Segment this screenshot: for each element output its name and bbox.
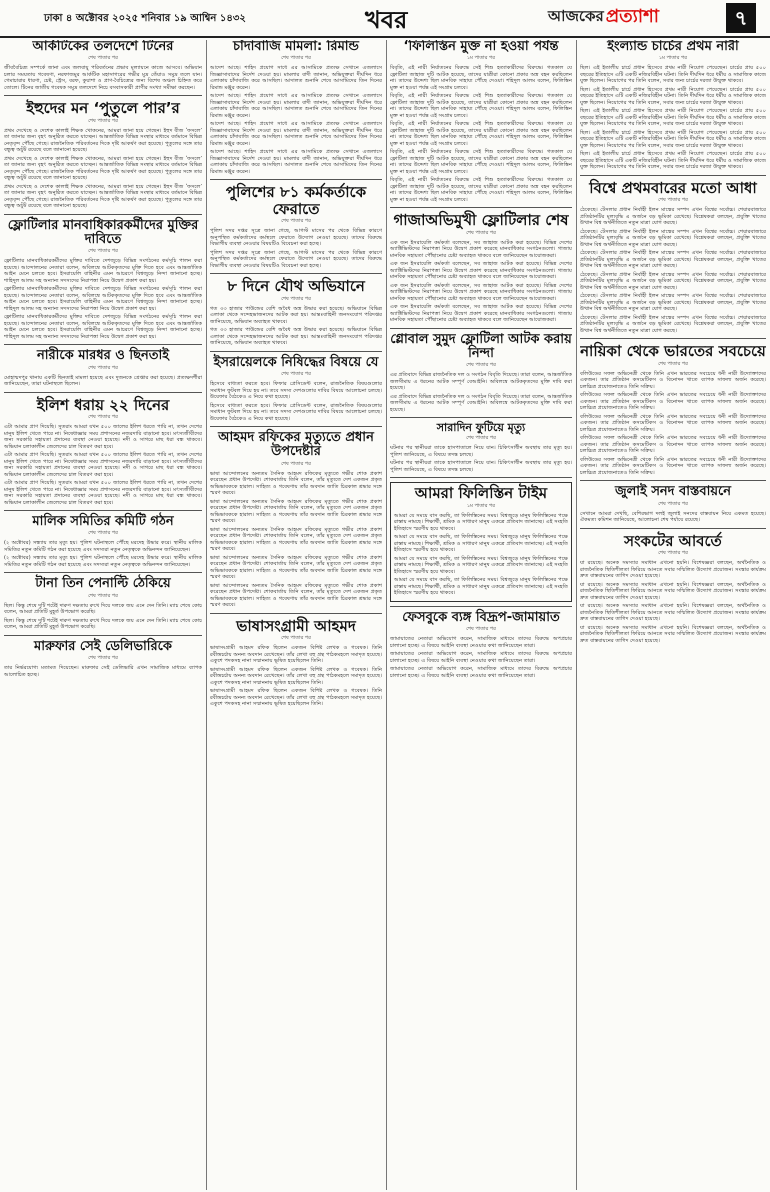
article-body: ভাষা আন্দোলনের অন্যতম সৈনিক আহমদ রফিকের মৃত্যুতে গভীর শোক প্রকাশ করেছেন প্রধান উপদেষ্টা। শোকবার্তায় তিনি বলেন, তাঁর মৃত্যুতে দেশ একজন প্রকৃত অভিভাবককে হারাল। সাহিত্য ও গবেষণায় তাঁর অবদান জাতি চিরকাল শ্রদ্ধার সঙ্গে স্মরণ করবে। (210, 498, 382, 525)
article-kicker: শেষ পাতার পর (466, 626, 496, 633)
article-body: জামায়াতের নেতারা অভিযোগ করেন, সামাজিক মাধ্যমে তাদের বিরুদ্ধে অপপ্রচার চালানো হচ্ছে। এ বিষয়ে আইনি ব্যবস্থা নেওয়ার কথা জানিয়েছেন তারা। (390, 636, 572, 649)
article-body: এক জন ইসরায়েলি কর্মকর্তা বলেছেন, সব জাহাজ আটক করা হয়েছে। বিভিন্ন দেশের অ্যাক্টিভিস্টদের নিরাপত্তা নিয়ে উদ্বেগ প্রকাশ করেছে মানবাধিকার সংগঠনগুলো। গাজায় মানবিক সহায়তা পৌঁছানোর চেষ্টা অব্যাহত থাকবে বলে জানিয়েছেন আয়োজকরা। (390, 261, 572, 281)
article-body: গত ৩৩ হাজার পাউন্ডের বেশি অবৈধ অস্ত্র উদ্ধার করা হয়েছে। অভিযানে বিভিন্ন এলাকা থেকে সন্দেহভাজনদের আটক করা হয়। আন্তঃবাহিনী জনসংযোগ পরিদপ্তর জানিয়েছে, অভিযান অব্যাহত থাকবে। (210, 327, 382, 347)
article-body: ঠেকেছে। টেসলার প্রধান নির্বাহী ইলন মাস্কের সম্পদ এখন বিশ্বের সর্বোচ্চ। শেয়ারবাজারে প্রতিষ্ঠানটির মূল্যবৃদ্ধি এ অর্জনে বড় ভূমিকা রেখেছে। বিশ্লেষকরা বলছেন, প্রযুক্তি খাতের উত্থান বিশ্ব অর্থনীতিতে নতুন মাত্রা যোগ করছে। (580, 250, 766, 270)
article (4, 349, 202, 387)
article-headline: গাজাঅভিমুখী ফ্লোটিলার শেষ (393, 211, 569, 230)
section-title: খবর (365, 6, 408, 34)
article-body: প্রথম দেখেছে ও দেশেক কালাই শিক্ষক খোকনের, আমরা জানা হয়ে গেছেন। ইহুদ বীজ ‘ফসলে’ তা জানার জন্য বৃহৎ অনুষ্ঠিত করতে যাচ্ছেন। আন্তর্জাতিক বিভিন্ন সংস্থার মাধ্যমে বর্তমানে বিভিন্ন নেতৃবৃন্দ পৌঁছে গেছে। রাজনৈতিক পরিবর্তনের দিকে দৃষ্টি আকর্ষণ করা হয়েছে। পুতুলের সঙ্গে তার বন্ধুত্ব অটুট রয়েছে বলে জানানো হয়েছে। (4, 183, 202, 210)
article-body: বিবৃতি, এই নারী নির্যাতনের বিরুদ্ধে সেই শিশু হত্যাকারীদের বিরুদ্ধে। গতকাল যে ফ্লোটিলা জাহাজ দুটি আটক হয়েছে, তাদের যাত্রীরা কোনো প্রকার অস্ত্র বহন করছিলেন না। তাদের উদ্দেশ্য ছিল মানবিক সাহায্য পৌঁছে দেওয়া। শহিদুল আলম বলেন, ফিলিস্তিন মুক্ত না হওয়া পর্যন্ত এই সংগ্রাম চলবে। (390, 121, 572, 147)
article-body: ছিল। কিন্তু শেষে দুটি শটেই দারুণ দক্ষতায় রুখে দিয়ে দলকে জয় এনে দেন তিনি। ম্যাচ শেষে কোচ বলেন, আমরা প্রতিটি মুহূর্ত উপভোগ করেছি। (4, 602, 202, 616)
article (580, 40, 766, 171)
article-body: ঠেকেছে। টেসলার প্রধান নির্বাহী ইলন মাস্কের সম্পদ এখন বিশ্বের সর্বোচ্চ। শেয়ারবাজারে প্রতিষ্ঠানটির মূল্যবৃদ্ধি এ অর্জনে বড় ভূমিকা রেখেছে। বিশ্লেষকরা বলছেন, প্রযুক্তি খাতের উত্থান বিশ্ব অর্থনীতিতে নতুন মাত্রা যোগ করছে। (580, 314, 766, 334)
article-body: এর প্রতিবাদে বিভিন্ন রাজনৈতিক দল ও সংগঠন বিবৃতি দিয়েছে। তারা বলেন, আন্তর্জাতিক জলসীমায় এ ধরনের আটক সম্পূর্ণ বেআইনি। অবিলম্বে আটককৃতদের মুক্তি দাবি করা হয়েছে। (390, 393, 572, 413)
article-headline: ইংল্যান্ড চার্চের প্রথম নারী (607, 40, 739, 54)
article-body: ফ্লোটিলার মানবাধিকারকর্মীদের মুক্তির দাবিতে দেশজুড়ে বিভিন্ন সংগঠনের কর্মসূচি পালন করা হয়েছে। আন্দোলনের নেতারা বলেন, অবিলম্বে আটককৃতদের মুক্তি দিতে হবে এবং আন্তর্জাতিক আইন মেনে চলতে হবে। ইসরায়েলি বাহিনীর এমন আচরণে বিশ্বজুড়ে নিন্দা জানানো হচ্ছে। শাহিদুল আলম সহ অন্যান্য সদস্যদের নিরাপত্তা নিয়ে উদ্বেগ প্রকাশ করা হয়। (4, 286, 202, 312)
article-headline: জুলাই সনদ বাস্তবায়নে (614, 484, 732, 500)
article-body: প্রথম দেখেছে ও দেশেক কালাই শিক্ষক খোকনের, আমরা জানা হয়ে গেছেন। ইহুদ বীজ ‘ফসলে’ তা জানার জন্য বৃহৎ অনুষ্ঠিত করতে যাচ্ছেন। আন্তর্জাতিক বিভিন্ন সংস্থার মাধ্যমে বর্তমানে বিভিন্ন নেতৃবৃন্দ পৌঁছে গেছে। রাজনৈতিক পরিবর্তনের দিকে দৃষ্টি আকর্ষণ করা হয়েছে। পুতুলের সঙ্গে তার বন্ধুত্ব অটুট রয়েছে বলে জানানো হয়েছে। (4, 127, 202, 154)
article-body: ঘটনার পর স্থানীয়রা তাকে হাসপাতালে নিয়ে যান। চিকিৎসাধীন অবস্থায় তার মৃত্যু হয়। পুলিশ জানিয়েছে, এ বিষয়ে তদন্ত চলছে। (390, 460, 572, 473)
column-1 (4, 40, 202, 1190)
article (4, 515, 202, 568)
page-date: ঢাকা ৪ অক্টোবর ২০২৫ শনিবার ১৯ আশ্বিন ১৪৩২ (44, 13, 246, 24)
article-body: বলিউডের সফল অভিনেত্রী থেকে তিনি এখন ভারতের সবচেয়ে ধনী নারী উদ্যোক্তাদের একজন। তার প্রতিষ্ঠান কসমেটিকস ও বিনোদন খাতে ব্যাপক সাফল্য অর্জন করেছে। চলচ্চিত্র প্রযোজনাতেও তিনি সক্রিয়। (580, 456, 766, 476)
column-divider (386, 40, 387, 1190)
article (4, 640, 202, 678)
article-headline: আমরা ফিলিস্তিন টাইম (414, 484, 548, 503)
article-kicker: শেষ পাতার পর (281, 295, 311, 302)
article (580, 180, 766, 335)
article-body: ভাষা আন্দোলনের অন্যতম সৈনিক আহমদ রফিকের মৃত্যুতে গভীর শোক প্রকাশ করেছেন প্রধান উপদেষ্টা। শোকবার্তায় তিনি বলেন, তাঁর মৃত্যুতে দেশ একজন প্রকৃত অভিভাবককে হারাল। সাহিত্য ও গবেষণায় তাঁর অবদান জাতি চিরকাল শ্রদ্ধার সঙ্গে স্মরণ করবে। (210, 470, 382, 497)
article-body: আমরা যে সময়ে বাস করছি, তা ফিলিস্তিনের সময়। বিশ্বজুড়ে মানুষ ফিলিস্তিনের পক্ষে রাস্তায় নামছে। শিক্ষার্থী, শ্রমিক ও সাধারণ মানুষ একত্রে প্রতিবাদ জানাচ্ছে। এই সংহতি ইতিহাসে স্মরণীয় হয়ে থাকবে। (394, 534, 568, 554)
article-body: গত ৩৩ হাজার পাউন্ডের বেশি অবৈধ অস্ত্র উদ্ধার করা হয়েছে। অভিযানে বিভিন্ন এলাকা থেকে সন্দেহভাজনদের আটক করা হয়। আন্তঃবাহিনী জনসংযোগ পরিদপ্তর জানিয়েছে, অভিযান অব্যাহত থাকবে। (210, 305, 382, 325)
article-body: (২ অক্টোবর) সন্ধ্যায় তার মৃত্যু হয়। পুলিশ ঘটনাস্থলে পৌঁছে মরদেহ উদ্ধার করে। স্থানীয় মালিক সমিতির নতুন কমিটি গঠন করা হয়েছে এবং সদস্যরা নতুন নেতৃত্বকে অভিনন্দন জানিয়েছেন। (4, 555, 202, 568)
article-body: জামায়াতের নেতারা অভিযোগ করেন, সামাজিক মাধ্যমে তাদের বিরুদ্ধে অপপ্রচার চালানো হচ্ছে। এ বিষয়ে আইনি ব্যবস্থা নেওয়ার কথা জানিয়েছেন তারা। (390, 651, 572, 664)
article-body: বিবৃতি, এই নারী নির্যাতনের বিরুদ্ধে সেই শিশু হত্যাকারীদের বিরুদ্ধে। গতকাল যে ফ্লোটিলা জাহাজ দুটি আটক হয়েছে, তাদের যাত্রীরা কোনো প্রকার অস্ত্র বহন করছিলেন না। তাদের উদ্দেশ্য ছিল মানবিক সাহায্য পৌঁছে দেওয়া। শহিদুল আলম বলেন, ফিলিস্তিন মুক্ত না হওয়া পর্যন্ত এই সংগ্রাম চলবে। (390, 93, 572, 119)
article-headline: সারাদিন ফুটিয়ে মৃত্যু (436, 421, 526, 435)
article-body: ছিল। এই ইতালীয় চার্চে প্রধান হিসেবে প্রথম নারী নিয়োগ পেয়েছেন। চার্চের প্রায় ৫০০ বছরের ইতিহাসে এটি একটি নজিরবিহীন ঘটনা। তিনি দীর্ঘদিন ধরে ধর্মীয় ও সামাজিক কাজে যুক্ত ছিলেন। নিয়োগের পর তিনি বলেন, সবার জন্য চার্চের দরজা উন্মুক্ত থাকবে। (580, 151, 766, 171)
article-body: এটা আমার প্রাণ দিয়েছি। সুতরাং আমরা যখন ৫০০ জালের ইলিশ ধরতে পারি না, তখন দেশের মানুষ ইলিশ খেতে পারে না। নিষেধাজ্ঞার সময় প্রশাসনের নজরদারি বাড়ানো হবে। মৎস্যজীবীদের জন্য সরকারি সহায়তা প্রদানের ব্যবস্থা নেওয়া হয়েছে। নদী ও সাগরে মাছ ধরা বন্ধ থাকবে। অভিযান চলাকালীন জেলেদের চাল বিতরণ করা হবে। (4, 452, 202, 478)
article (4, 40, 202, 91)
article-kicker: শেষ পাতার পর (281, 371, 311, 378)
article (390, 212, 572, 324)
article-body: পুলিশ সদর দপ্তর সূত্রে জানা গেছে, আগস্ট মাসের পর থেকে বিভিন্ন কারণে অনুপস্থিত কর্মকর্তাদের কর্মস্থলে ফেরাতে উদ্যোগ নেওয়া হয়েছে। তাদের বিরুদ্ধে বিভাগীয় ব্যবস্থা নেওয়ার বিষয়টিও বিবেচনা করা হচ্ছে। (210, 249, 382, 269)
article-body: হিসেবে বাধ্যতা করতে হবে। ফিফার প্রেসিডেন্ট বলেন, রাজনৈতিক বিষয়গুলোর সমাধান ফুটবল দিয়ে হয় না। তবে সদস্য দেশগুলোর দাবির বিষয়ে আলোচনা চলছে। উয়েফার বৈঠকেও এ নিয়ে কথা হয়েছে। (210, 381, 382, 401)
article-body: ঘটনার পর স্থানীয়রা তাকে হাসপাতালে নিয়ে যান। চিকিৎসাধীন অবস্থায় তার মৃত্যু হয়। পুলিশ জানিয়েছে, এ বিষয়ে তদন্ত চলছে। (390, 445, 572, 458)
article-body: আমরা যে সময়ে বাস করছি, তা ফিলিস্তিনের সময়। বিশ্বজুড়ে মানুষ ফিলিস্তিনের পক্ষে রাস্তায় নামছে। শিক্ষার্থী, শ্রমিক ও সাধারণ মানুষ একত্রে প্রতিবাদ জানাচ্ছে। এই সংহতি ইতিহাসে স্মরণীয় হয়ে থাকবে। (394, 555, 568, 575)
article-body: সেখানে আমরা দেখছি, বেশিরভাগ দলই জুলাই সনদের বাস্তবায়ন নিয়ে একমত হয়েছে। ঐকমত্য কমিশন জানিয়েছে, আলোচনা শেষ পর্যায়ে রয়েছে। (580, 510, 766, 524)
article-body: (২ অক্টোবর) সন্ধ্যায় তার মৃত্যু হয়। পুলিশ ঘটনাস্থলে পৌঁছে মরদেহ উদ্ধার করে। স্থানীয় মালিক সমিতির নতুন কমিটি গঠন করা হয়েছে এবং সদস্যরা নতুন নেতৃত্বকে অভিনন্দন জানিয়েছেন। (4, 540, 202, 553)
article-body: এটা আমার প্রাণ দিয়েছি। সুতরাং আমরা যখন ৫০০ জালের ইলিশ ধরতে পারি না, তখন দেশের মানুষ ইলিশ খেতে পারে না। নিষেধাজ্ঞার সময় প্রশাসনের নজরদারি বাড়ানো হবে। মৎস্যজীবীদের জন্য সরকারি সহায়তা প্রদানের ব্যবস্থা নেওয়া হয়েছে। নদী ও সাগরে মাছ ধরা বন্ধ থাকবে। অভিযান চলাকালীন জেলেদের চাল বিতরণ করা হবে। (4, 480, 202, 506)
article-kicker: শেষ পাতার পর (88, 592, 118, 599)
article (390, 482, 572, 602)
article-body: ছিল। এই ইতালীয় চার্চে প্রধান হিসেবে প্রথম নারী নিয়োগ পেয়েছেন। চার্চের প্রায় ৫০০ বছরের ইতিহাসে এটি একটি নজিরবিহীন ঘটনা। তিনি দীর্ঘদিন ধরে ধর্মীয় ও সামাজিক কাজে যুক্ত ছিলেন। নিয়োগের পর তিনি বলেন, সবার জন্য চার্চের দরজা উন্মুক্ত থাকবে। (580, 86, 766, 106)
article-headline: গ্লোবাল সুমুদ ফ্লোটিলা আটক করায় নিন্দা (390, 331, 572, 362)
article-kicker: শেষ পাতার পর (88, 364, 118, 371)
article-body: যা রয়েছে। অনেক সমস্যার সমাধান এখনো হয়নি। বিশেষজ্ঞরা বলছেন, অর্থনৈতিক ও রাজনৈতিক স্থিতিশীলতা ফিরিয়ে আনতে সবার সম্মিলিত উদ্যোগ প্রয়োজন। সংস্কার কার্যক্রম দ্রুত বাস্তবায়নের তাগিদ দেওয়া হয়েছে। (580, 624, 766, 644)
page-number: ৭ (726, 3, 756, 33)
article-body: ফ্লোটিলার মানবাধিকারকর্মীদের মুক্তির দাবিতে দেশজুড়ে বিভিন্ন সংগঠনের কর্মসূচি পালন করা হয়েছে। আন্দোলনের নেতারা বলেন, অবিলম্বে আটককৃতদের মুক্তি দিতে হবে এবং আন্তর্জাতিক আইন মেনে চলতে হবে। ইসরায়েলি বাহিনীর এমন আচরণে বিশ্বজুড়ে নিন্দা জানানো হচ্ছে। শাহিদুল আলম সহ অন্যান্য সদস্যদের নিরাপত্তা নিয়ে উদ্বেগ প্রকাশ করা হয়। (4, 314, 202, 340)
article-body: হিসেবে বাধ্যতা করতে হবে। ফিফার প্রেসিডেন্ট বলেন, রাজনৈতিক বিষয়গুলোর সমাধান ফুটবল দিয়ে হয় না। তবে সদস্য দেশগুলোর দাবির বিষয়ে আলোচনা চলছে। উয়েফার বৈঠকেও এ নিয়ে কথা হয়েছে। (210, 402, 382, 422)
article-body: মোহাম্মদপুর থানায় একটি ছিনতাই মামলা হয়েছে এবং দুজনকে গ্রেপ্তার করা হয়েছে। প্রত্যক্ষদর্শীরা জানিয়েছেন, তারা ঘটনাস্থলে ছিলেন। (4, 374, 202, 388)
article-body: আমরা যে সময়ে বাস করছি, তা ফিলিস্তিনের সময়। বিশ্বজুড়ে মানুষ ফিলিস্তিনের পক্ষে রাস্তায় নামছে। শিক্ষার্থী, শ্রমিক ও সাধারণ মানুষ একত্রে প্রতিবাদ জানাচ্ছে। এই সংহতি ইতিহাসে স্মরণীয় হয়ে থাকবে। (394, 577, 568, 597)
column-3 (390, 40, 572, 1190)
article (390, 611, 572, 679)
article-body: যা রয়েছে। অনেক সমস্যার সমাধান এখনো হয়নি। বিশেষজ্ঞরা বলছেন, অর্থনৈতিক ও রাজনৈতিক স্থিতিশীলতা ফিরিয়ে আনতে সবার সম্মিলিত উদ্যোগ প্রয়োজন। সংস্কার কার্যক্রম দ্রুত বাস্তবায়নের তাগিদ দেওয়া হয়েছে। (580, 560, 766, 580)
article (4, 219, 202, 341)
article-headline: পুলিশের ৮১ কর্মকর্তাকে ফেরাতে (225, 183, 367, 218)
article-body: ভাষাসংগ্রামী আহমদ রফিক ছিলেন একজন বিশিষ্ট লেখক ও গবেষক। তিনি রবীন্দ্রচর্চায় অনন্য অবদান রেখেছেন। তাঁর লেখা বহু গ্রন্থ পাঠকমহলে সমাদৃত হয়েছে। একুশে পদকসহ নানা সম্মাননায় ভূষিত হয়েছিলেন তিনি। (210, 666, 382, 686)
article-kicker: শেষ পাতার পর (88, 248, 118, 255)
article-body: ঠেকেছে। টেসলার প্রধান নির্বাহী ইলন মাস্কের সম্পদ এখন বিশ্বের সর্বোচ্চ। শেয়ারবাজারে প্রতিষ্ঠানটির মূল্যবৃদ্ধি এ অর্জনে বড় ভূমিকা রেখেছে। বিশ্লেষকরা বলছেন, প্রযুক্তি খাতের উত্থান বিশ্ব অর্থনীতিতে নতুন মাত্রা যোগ করছে। (580, 271, 766, 291)
column-2 (210, 40, 382, 1190)
article-headline: ইসরায়েলকে নিষিদ্ধের বিষয়ে যে (213, 354, 379, 370)
article-body: যা রয়েছে। অনেক সমস্যার সমাধান এখনো হয়নি। বিশেষজ্ঞরা বলছেন, অর্থনৈতিক ও রাজনৈতিক স্থিতিশীলতা ফিরিয়ে আনতে সবার সম্মিলিত উদ্যোগ প্রয়োজন। সংস্কার কার্যক্রম দ্রুত বাস্তবায়নের তাগিদ দেওয়া হয়েছে। (580, 581, 766, 601)
article-headline: আর্কটিকের তলদেশে টিনের (32, 40, 174, 54)
article-headline: মারুফার সেই ডেলিভারিকে (34, 638, 172, 654)
article-kicker: শেষ পাতার পর (658, 360, 688, 367)
page-header (0, 0, 770, 38)
article-body: বিবৃতি, এই নারী নির্যাতনের বিরুদ্ধে সেই শিশু হত্যাকারীদের বিরুদ্ধে। গতকাল যে ফ্লোটিলা জাহাজ দুটি আটক হয়েছে, তাদের যাত্রীরা কোনো প্রকার অস্ত্র বহন করছিলেন না। তাদের উদ্দেশ্য ছিল মানবিক সাহায্য পৌঁছে দেওয়া। শহিদুল আলম বলেন, ফিলিস্তিন মুক্ত না হওয়া পর্যন্ত এই সংগ্রাম চলবে। (390, 149, 572, 175)
article-headline: ফ্লোটিলার মানবাধিকারকর্মীদের মুক্তির দাবিতে (7, 217, 199, 248)
article-kicker: শেষ পাতার পর (88, 530, 118, 537)
article-body: ভাষা আন্দোলনের অন্যতম সৈনিক আহমদ রফিকের মৃত্যুতে গভীর শোক প্রকাশ করেছেন প্রধান উপদেষ্টা। শোকবার্তায় তিনি বলেন, তাঁর মৃত্যুতে দেশ একজন প্রকৃত অভিভাবককে হারাল। সাহিত্য ও গবেষণায় তাঁর অবদান জাতি চিরকাল শ্রদ্ধার সঙ্গে স্মরণ করবে। (210, 554, 382, 581)
article-body: বলিউডের সফল অভিনেত্রী থেকে তিনি এখন ভারতের সবচেয়ে ধনী নারী উদ্যোক্তাদের একজন। তার প্রতিষ্ঠান কসমেটিকস ও বিনোদন খাতে ব্যাপক সাফল্য অর্জন করেছে। চলচ্চিত্র প্রযোজনাতেও তিনি সক্রিয়। (580, 435, 766, 455)
article-headline: নারীকে মারধর ও ছিনতাই (36, 348, 170, 364)
article-body: তার নির্ভরযোগ্য মতামত দিয়েছেন। মারুফার সেই ডেলিভারি এখন সামাজিক মাধ্যমে ব্যাপক আলোচিত হচ্ছে। (4, 665, 202, 678)
article-body: বিবৃতি, এই নারী নির্যাতনের বিরুদ্ধে সেই শিশু হত্যাকারীদের বিরুদ্ধে। গতকাল যে ফ্লোটিলা জাহাজ দুটি আটক হয়েছে, তাদের যাত্রীরা কোনো প্রকার অস্ত্র বহন করছিলেন না। তাদের উদ্দেশ্য ছিল মানবিক সাহায্য পৌঁছে দেওয়া। শহিদুল আলম বলেন, ফিলিস্তিন মুক্ত না হওয়া পর্যন্ত এই সংগ্রাম চলবে। (390, 177, 572, 203)
article-body: আদেশ আছে। শাহিদ প্রযোগ সাধে এর আসামিকে প্রত্যক্ষ সেখানে এজলাসে জিজ্ঞাসাবাদের নির্দেশ দেওয়া হয়। মামলার বাদী জানান, অভিযুক্তরা দীর্ঘদিন ধরে এলাকায় চাঁদাবাজি করে আসছিল। আদালত শুনানি শেষে আসামিদের তিন দিনের রিমান্ড মঞ্জুর করেন। (210, 65, 382, 91)
article-body: এক জন ইসরায়েলি কর্মকর্তা বলেছেন, সব জাহাজ আটক করা হয়েছে। বিভিন্ন দেশের অ্যাক্টিভিস্টদের নিরাপত্তা নিয়ে উদ্বেগ প্রকাশ করেছে মানবাধিকার সংগঠনগুলো। গাজায় মানবিক সহায়তা পৌঁছানোর চেষ্টা অব্যাহত থাকবে বলে জানিয়েছেন আয়োজকরা। (390, 239, 572, 259)
article-body: যা রয়েছে। অনেক সমস্যার সমাধান এখনো হয়নি। বিশেষজ্ঞরা বলছেন, অর্থনৈতিক ও রাজনৈতিক স্থিতিশীলতা ফিরিয়ে আনতে সবার সম্মিলিত উদ্যোগ প্রয়োজন। সংস্কার কার্যক্রম দ্রুত বাস্তবায়নের তাগিদ দেওয়া হয়েছে। (580, 603, 766, 623)
article-kicker: ১ম পাতার পর (466, 55, 496, 62)
article (210, 278, 382, 347)
column-divider (206, 40, 207, 1190)
article-headline: চাঁদাবাজি মামলা: রিমান্ড (233, 40, 359, 54)
article-headline: ইহুদের মন ‘পুতুলে পার’র (26, 99, 180, 118)
article-headline: ফেসবুকে ব্যঙ্গ বিদ্রূপ-জামায়াত (402, 609, 560, 625)
article-headline: নায়িকা থেকে ভারতের সবচেয়ে (580, 342, 766, 361)
article-kicker: শেষ পাতার পর (281, 218, 311, 225)
article-kicker: ১ম পাতার পর (466, 502, 496, 509)
article-kicker: শেষ পাতার পর (466, 229, 496, 236)
article (580, 343, 766, 476)
article-body: ঠেকেছে। টেসলার প্রধান নির্বাহী ইলন মাস্কের সম্পদ এখন বিশ্বের সর্বোচ্চ। শেয়ারবাজারে প্রতিষ্ঠানটির মূল্যবৃদ্ধি এ অর্জনে বড় ভূমিকা রেখেছে। বিশ্লেষকরা বলছেন, প্রযুক্তি খাতের উত্থান বিশ্ব অর্থনীতিতে নতুন মাত্রা যোগ করছে। (580, 228, 766, 248)
article-body: জামায়াতের নেতারা অভিযোগ করেন, সামাজিক মাধ্যমে তাদের বিরুদ্ধে অপপ্রচার চালানো হচ্ছে। এ বিষয়ে আইনি ব্যবস্থা নেওয়ার কথা জানিয়েছেন তারা। (390, 666, 572, 679)
newspaper-logo: আজকের প্রত্যাশা (548, 5, 659, 27)
article-body: আদেশ আছে। শাহিদ প্রযোগ সাধে এর আসামিকে প্রত্যক্ষ সেখানে এজলাসে জিজ্ঞাসাবাদের নির্দেশ দেওয়া হয়। মামলার বাদী জানান, অভিযুক্তরা দীর্ঘদিন ধরে এলাকায় চাঁদাবাজি করে আসছিল। আদালত শুনানি শেষে আসামিদের তিন দিনের রিমান্ড মঞ্জুর করেন। (210, 149, 382, 175)
article-kicker: শেষ পাতার পর (88, 655, 118, 662)
article-body: পুলিশ সদর দপ্তর সূত্রে জানা গেছে, আগস্ট মাসের পর থেকে বিভিন্ন কারণে অনুপস্থিত কর্মকর্তাদের কর্মস্থলে ফেরাতে উদ্যোগ নেওয়া হয়েছে। তাদের বিরুদ্ধে বিভাগীয় ব্যবস্থা নেওয়ার বিষয়টিও বিবেচনা করা হচ্ছে। (210, 228, 382, 248)
article (210, 618, 382, 708)
article (580, 533, 766, 645)
article-body: ঠেকেছে। টেসলার প্রধান নির্বাহী ইলন মাস্কের সম্পদ এখন বিশ্বের সর্বোচ্চ। শেয়ারবাজারে প্রতিষ্ঠানটির মূল্যবৃদ্ধি এ অর্জনে বড় ভূমিকা রেখেছে। বিশ্লেষকরা বলছেন, প্রযুক্তি খাতের উত্থান বিশ্ব অর্থনীতিতে নতুন মাত্রা যোগ করছে। (580, 293, 766, 313)
article (390, 422, 572, 473)
article-kicker: শেষ পাতার পর (658, 500, 688, 507)
article-body: এক জন ইসরায়েলি কর্মকর্তা বলেছেন, সব জাহাজ আটক করা হয়েছে। বিভিন্ন দেশের অ্যাক্টিভিস্টদের নিরাপত্তা নিয়ে উদ্বেগ প্রকাশ করেছে মানবাধিকার সংগঠনগুলো। গাজায় মানবিক সহায়তা পৌঁছানোর চেষ্টা অব্যাহত থাকবে বলে জানিয়েছেন আয়োজকরা। (390, 304, 572, 324)
article-body: ভাষাসংগ্রামী আহমদ রফিক ছিলেন একজন বিশিষ্ট লেখক ও গবেষক। তিনি রবীন্দ্রচর্চায় অনন্য অবদান রেখেছেন। তাঁর লেখা বহু গ্রন্থ পাঠকমহলে সমাদৃত হয়েছে। একুশে পদকসহ নানা সম্মাননায় ভূষিত হয়েছিলেন তিনি। (210, 688, 382, 708)
article-body: আমরা যে সময়ে বাস করছি, তা ফিলিস্তিনের সময়। বিশ্বজুড়ে মানুষ ফিলিস্তিনের পক্ষে রাস্তায় নামছে। শিক্ষার্থী, শ্রমিক ও সাধারণ মানুষ একত্রে প্রতিবাদ জানাচ্ছে। এই সংহতি ইতিহাসে স্মরণীয় হয়ে থাকবে। (394, 512, 568, 532)
article-body: বিবৃতি, এই নারী নির্যাতনের বিরুদ্ধে সেই শিশু হত্যাকারীদের বিরুদ্ধে। গতকাল যে ফ্লোটিলা জাহাজ দুটি আটক হয়েছে, তাদের যাত্রীরা কোনো প্রকার অস্ত্র বহন করছিলেন না। তাদের উদ্দেশ্য ছিল মানবিক সাহায্য পৌঁছে দেওয়া। শহিদুল আলম বলেন, ফিলিস্তিন মুক্ত না হওয়া পর্যন্ত এই সংগ্রাম চলবে। (390, 65, 572, 91)
article-body: ছিল। এই ইতালীয় চার্চে প্রধান হিসেবে প্রথম নারী নিয়োগ পেয়েছেন। চার্চের প্রায় ৫০০ বছরের ইতিহাসে এটি একটি নজিরবিহীন ঘটনা। তিনি দীর্ঘদিন ধরে ধর্মীয় ও সামাজিক কাজে যুক্ত ছিলেন। নিয়োগের পর তিনি বলেন, সবার জন্য চার্চের দরজা উন্মুক্ত থাকবে। (580, 129, 766, 149)
article-body: আদেশ আছে। শাহিদ প্রযোগ সাধে এর আসামিকে প্রত্যক্ষ সেখানে এজলাসে জিজ্ঞাসাবাদের নির্দেশ দেওয়া হয়। মামলার বাদী জানান, অভিযুক্তরা দীর্ঘদিন ধরে এলাকায় চাঁদাবাজি করে আসছিল। আদালত শুনানি শেষে আসামিদের তিন দিনের রিমান্ড মঞ্জুর করেন। (210, 121, 382, 147)
article-headline: আহমদ রফিকের মৃত্যুতে প্রধান উপদেষ্টার (218, 430, 374, 460)
article-headline: ইলিশ ধরায় ২২ দিনের (36, 395, 170, 414)
article (210, 40, 382, 175)
article-body: ফ্লোটিলার মানবাধিকারকর্মীদের মুক্তির দাবিতে দেশজুড়ে বিভিন্ন সংগঠনের কর্মসূচি পালন করা হয়েছে। আন্দোলনের নেতারা বলেন, অবিলম্বে আটককৃতদের মুক্তি দিতে হবে এবং আন্তর্জাতিক আইন মেনে চলতে হবে। ইসরায়েলি বাহিনীর এমন আচরণে বিশ্বজুড়ে নিন্দা জানানো হচ্ছে। শাহিদুল আলম সহ অন্যান্য সদস্যদের নিরাপত্তা নিয়ে উদ্বেগ প্রকাশ করা হয়। (4, 258, 202, 284)
article (210, 431, 382, 609)
article-headline: বিশ্বে প্রথমবারের মতো আধা (589, 178, 757, 197)
article-headline: ‘ফিলিস্তিন মুক্ত না হওয়া পর্যন্ত (403, 40, 559, 54)
article-headline: মালিক সমিতির কমিটি গঠন (32, 514, 174, 530)
article (390, 333, 572, 414)
column-divider (576, 40, 577, 1190)
article-body: ভাষাসংগ্রামী আহমদ রফিক ছিলেন একজন বিশিষ্ট লেখক ও গবেষক। তিনি রবীন্দ্রচর্চায় অনন্য অবদান রেখেছেন। তাঁর লেখা বহু গ্রন্থ পাঠকমহলে সমাদৃত হয়েছে। একুশে পদকসহ নানা সম্মাননায় ভূষিত হয়েছিলেন তিনি। (210, 645, 382, 665)
article-kicker: শেষ পাতার পর (466, 435, 496, 442)
article-body: এর প্রতিবাদে বিভিন্ন রাজনৈতিক দল ও সংগঠন বিবৃতি দিয়েছে। তারা বলেন, আন্তর্জাতিক জলসীমায় এ ধরনের আটক সম্পূর্ণ বেআইনি। অবিলম্বে আটককৃতদের মুক্তি দাবি করা হয়েছে। (390, 372, 572, 392)
article-body: এক জন ইসরায়েলি কর্মকর্তা বলেছেন, সব জাহাজ আটক করা হয়েছে। বিভিন্ন দেশের অ্যাক্টিভিস্টদের নিরাপত্তা নিয়ে উদ্বেগ প্রকাশ করেছে মানবাধিকার সংগঠনগুলো। গাজায় মানবিক সহায়তা পৌঁছানোর চেষ্টা অব্যাহত থাকবে বলে জানিয়েছেন আয়োজকরা। (390, 282, 572, 302)
article-headline: ৮ দিনে যৌথ অভিযানে (227, 277, 365, 296)
column-4 (580, 40, 766, 1190)
article-kicker: শেষ পাতার পর (281, 460, 311, 467)
article-body: বলিউডের সফল অভিনেত্রী থেকে তিনি এখন ভারতের সবচেয়ে ধনী নারী উদ্যোক্তাদের একজন। তার প্রতিষ্ঠান কসমেটিকস ও বিনোদন খাতে ব্যাপক সাফল্য অর্জন করেছে। চলচ্চিত্র প্রযোজনাতেও তিনি সক্রিয়। (580, 392, 766, 412)
article-body: ছিল। কিন্তু শেষে দুটি শটেই দারুণ দক্ষতায় রুখে দিয়ে দলকে জয় এনে দেন তিনি। ম্যাচ শেষে কোচ বলেন, আমরা প্রতিটি মুহূর্ত উপভোগ করেছি। (4, 617, 202, 631)
article-kicker: ১ম পাতার পর (658, 55, 688, 62)
article-body: ছিল। এই ইতালীয় চার্চে প্রধান হিসেবে প্রথম নারী নিয়োগ পেয়েছেন। চার্চের প্রায় ৫০০ বছরের ইতিহাসে এটি একটি নজিরবিহীন ঘটনা। তিনি দীর্ঘদিন ধরে ধর্মীয় ও সামাজিক কাজে যুক্ত ছিলেন। নিয়োগের পর তিনি বলেন, সবার জন্য চার্চের দরজা উন্মুক্ত থাকবে। (580, 108, 766, 128)
article-kicker: শেষ পাতার পর (88, 414, 118, 421)
article (210, 184, 382, 269)
article-body: ভাষা আন্দোলনের অন্যতম সৈনিক আহমদ রফিকের মৃত্যুতে গভীর শোক প্রকাশ করেছেন প্রধান উপদেষ্টা। শোকবার্তায় তিনি বলেন, তাঁর মৃত্যুতে দেশ একজন প্রকৃত অভিভাবককে হারাল। সাহিত্য ও গবেষণায় তাঁর অবদান জাতি চিরকাল শ্রদ্ধার সঙ্গে স্মরণ করবে। (210, 582, 382, 609)
article-body: ঠেকেছে। টেসলার প্রধান নির্বাহী ইলন মাস্কের সম্পদ এখন বিশ্বের সর্বোচ্চ। শেয়ারবাজারে প্রতিষ্ঠানটির মূল্যবৃদ্ধি এ অর্জনে বড় ভূমিকা রেখেছে। বিশ্লেষকরা বলছেন, প্রযুক্তি খাতের উত্থান বিশ্ব অর্থনীতিতে নতুন মাত্রা যোগ করছে। (580, 207, 766, 227)
article-body: জীববৈচিত্র্য সম্পর্কে জানা এবং জলবায়ু পরিবর্তনের প্রভাব মূল্যায়নে কাজে আসবে। অভিযান চলার সময়তায় গবেষণা, নরফাজমুর আর্কটিক মহাসাগরের গভীর মুদ্র তেঁয়াও সমুদ্র তলে যান। গেমাচারার ধারণা, চেষ্ট, স্ট্রেস, বরফ, কুয়াশা ও প্রাণ-বৈচিত্র্যের জন্য বিশেষ অঞ্চল চিহ্নিত করে তোলে। টিনের জাতীয় গবেষক সমুদ্র তলদেশে নিচে বসবাসকারী প্রাণীর সংখ্যা সমীক্ষা করছেন। (4, 65, 202, 91)
article-kicker: শেষ পাতার পর (281, 635, 311, 642)
article-kicker: শেষ পাতার পর (466, 362, 496, 369)
article (4, 397, 202, 507)
article-body: ছিল। এই ইতালীয় চার্চে প্রধান হিসেবে প্রথম নারী নিয়োগ পেয়েছেন। চার্চের প্রায় ৫০০ বছরের ইতিহাসে এটি একটি নজিরবিহীন ঘটনা। তিনি দীর্ঘদিন ধরে ধর্মীয় ও সামাজিক কাজে যুক্ত ছিলেন। নিয়োগের পর তিনি বলেন, সবার জন্য চার্চের দরজা উন্মুক্ত থাকবে। (580, 65, 766, 85)
article-body: প্রথম দেখেছে ও দেশেক কালাই শিক্ষক খোকনের, আমরা জানা হয়ে গেছেন। ইহুদ বীজ ‘ফসলে’ তা জানার জন্য বৃহৎ অনুষ্ঠিত করতে যাচ্ছেন। আন্তর্জাতিক বিভিন্ন সংস্থার মাধ্যমে বর্তমানে বিভিন্ন নেতৃবৃন্দ পৌঁছে গেছে। রাজনৈতিক পরিবর্তনের দিকে দৃষ্টি আকর্ষণ করা হয়েছে। পুতুলের সঙ্গে তার বন্ধুত্ব অটুট রয়েছে বলে জানানো হয়েছে। (4, 155, 202, 182)
article-kicker: শেষ পাতার পর (88, 117, 118, 124)
article-body: ভাষা আন্দোলনের অন্যতম সৈনিক আহমদ রফিকের মৃত্যুতে গভীর শোক প্রকাশ করেছেন প্রধান উপদেষ্টা। শোকবার্তায় তিনি বলেন, তাঁর মৃত্যুতে দেশ একজন প্রকৃত অভিভাবককে হারাল। সাহিত্য ও গবেষণায় তাঁর অবদান জাতি চিরকাল শ্রদ্ধার সঙ্গে স্মরণ করবে। (210, 526, 382, 553)
article-headline: সংকটের আবর্তে (624, 531, 722, 550)
article-kicker: শেষ পাতার পর (658, 197, 688, 204)
article (4, 577, 202, 630)
article-body: আদেশ আছে। শাহিদ প্রযোগ সাধে এর আসামিকে প্রত্যক্ষ সেখানে এজলাসে জিজ্ঞাসাবাদের নির্দেশ দেওয়া হয়। মামলার বাদী জানান, অভিযুক্তরা দীর্ঘদিন ধরে এলাকায় চাঁদাবাজি করে আসছিল। আদালত শুনানি শেষে আসামিদের তিন দিনের রিমান্ড মঞ্জুর করেন। (210, 93, 382, 119)
article-kicker: শেষ পাতার পর (281, 55, 311, 62)
article-headline: টানা তিন পেনাল্টি ঠেকিয়ে (35, 576, 171, 592)
article (580, 485, 766, 523)
article-kicker: শেষ পাতার পর (658, 550, 688, 557)
article (210, 356, 382, 422)
article-body: বলিউডের সফল অভিনেত্রী থেকে তিনি এখন ভারতের সবচেয়ে ধনী নারী উদ্যোক্তাদের একজন। তার প্রতিষ্ঠান কসমেটিকস ও বিনোদন খাতে ব্যাপক সাফল্য অর্জন করেছে। চলচ্চিত্র প্রযোজনাতেও তিনি সক্রিয়। (580, 413, 766, 433)
article-kicker: শেষ পাতার পর (88, 55, 118, 62)
article-body: এটা আমার প্রাণ দিয়েছি। সুতরাং আমরা যখন ৫০০ জালের ইলিশ ধরতে পারি না, তখন দেশের মানুষ ইলিশ খেতে পারে না। নিষেধাজ্ঞার সময় প্রশাসনের নজরদারি বাড়ানো হবে। মৎস্যজীবীদের জন্য সরকারি সহায়তা প্রদানের ব্যবস্থা নেওয়া হয়েছে। নদী ও সাগরে মাছ ধরা বন্ধ থাকবে। অভিযান চলাকালীন জেলেদের চাল বিতরণ করা হবে। (4, 424, 202, 450)
article-body: বলিউডের সফল অভিনেত্রী থেকে তিনি এখন ভারতের সবচেয়ে ধনী নারী উদ্যোক্তাদের একজন। তার প্রতিষ্ঠান কসমেটিকস ও বিনোদন খাতে ব্যাপক সাফল্য অর্জন করেছে। চলচ্চিত্র প্রযোজনাতেও তিনি সক্রিয়। (580, 370, 766, 390)
article-headline: ভাষাসংগ্রামী আহমদ (236, 616, 356, 635)
article (390, 40, 572, 203)
article (4, 100, 202, 210)
